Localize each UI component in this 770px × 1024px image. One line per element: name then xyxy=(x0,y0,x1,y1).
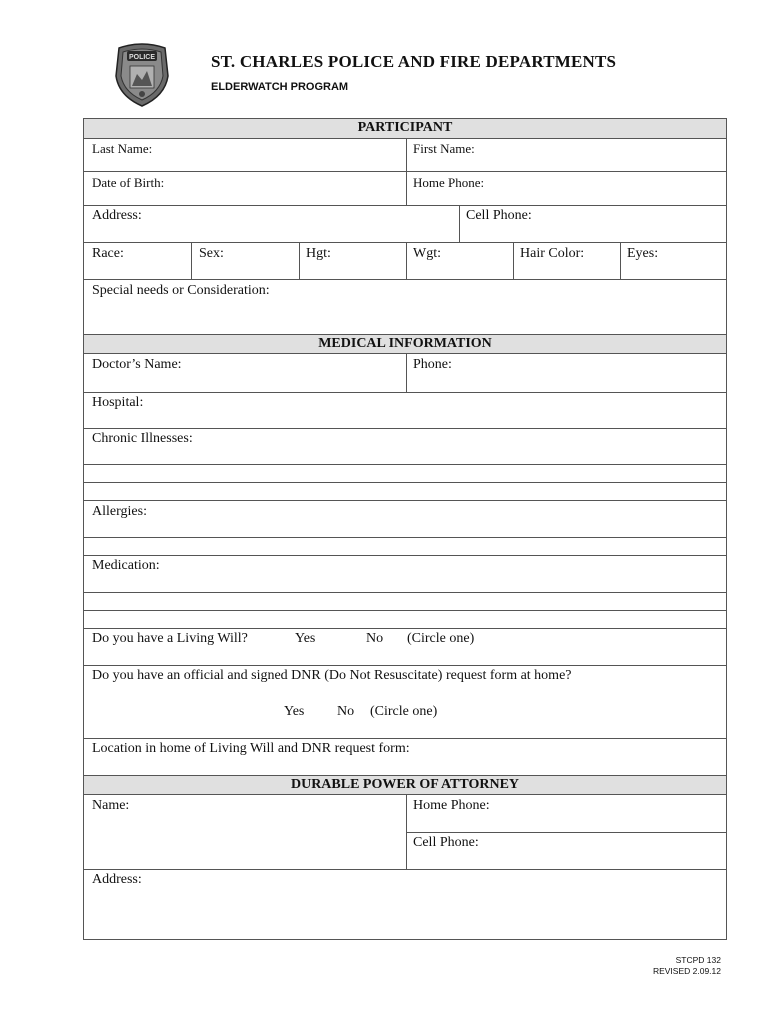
elderwatch-form xyxy=(83,118,727,940)
race-label: Race: xyxy=(92,246,124,261)
doctor-name-label: Doctor’s Name: xyxy=(92,357,182,372)
doctor-phone-label: Phone: xyxy=(413,357,452,372)
date-of-birth-field[interactable] xyxy=(84,171,406,205)
chronic-illnesses-field[interactable] xyxy=(84,428,726,464)
living-will-question: Do you have a Living Will? xyxy=(92,631,248,646)
height-label: Hgt: xyxy=(306,246,331,261)
special-needs-label: Special needs or Consideration: xyxy=(92,283,270,298)
revision-date: REVISED 2.09.12 xyxy=(652,966,721,976)
hair-color-field[interactable] xyxy=(513,242,620,279)
medication-field[interactable] xyxy=(84,555,726,592)
dnr-question: Do you have an official and signed DNR (Do Not Resuscitate) request form at home? xyxy=(92,668,572,683)
eyes-field[interactable] xyxy=(620,242,726,279)
sex-label: Sex: xyxy=(199,246,224,261)
form-footer xyxy=(653,955,721,977)
doctor-name-field[interactable] xyxy=(84,354,406,392)
home-phone-field[interactable] xyxy=(406,171,726,205)
participant-heading: PARTICIPANT xyxy=(84,119,726,139)
weight-label: Wgt: xyxy=(413,246,441,261)
sex-field[interactable] xyxy=(191,242,299,279)
medical-heading: MEDICAL INFORMATION xyxy=(84,335,726,354)
hospital-label: Hospital: xyxy=(92,395,144,410)
page-subtitle: ELDERWATCH PROGRAM xyxy=(211,81,349,93)
last-name-field[interactable] xyxy=(84,138,406,171)
page-title: ST. CHARLES POLICE AND FIRE DEPARTMENTS xyxy=(211,52,617,71)
living-will-no-option[interactable]: No xyxy=(366,631,384,646)
address-field[interactable] xyxy=(84,205,459,242)
form-number: STCPD 132 xyxy=(675,955,721,965)
dnr-no-option[interactable]: No xyxy=(337,704,355,719)
poa-name-label: Name: xyxy=(92,798,130,813)
address-label: Address: xyxy=(92,208,142,223)
poa-name-field[interactable] xyxy=(84,795,406,869)
home-phone-label: Home Phone: xyxy=(413,175,485,190)
date-of-birth-label: Date of Birth: xyxy=(92,175,165,190)
dnr-yes-option[interactable]: Yes xyxy=(284,704,305,719)
police-badge-logo xyxy=(113,42,171,108)
living-will-location-field[interactable] xyxy=(84,738,726,775)
living-will-location-label: Location in home of Living Will and DNR request form: xyxy=(92,741,410,756)
chronic-illnesses-line-3[interactable] xyxy=(84,482,726,500)
special-needs-field[interactable] xyxy=(84,279,726,334)
allergies-line-2[interactable] xyxy=(84,537,726,555)
poa-home-phone-field[interactable] xyxy=(406,795,726,832)
living-will-circle-hint: (Circle one) xyxy=(407,631,475,646)
weight-field[interactable] xyxy=(406,242,513,279)
hair-color-label: Hair Color: xyxy=(520,246,585,261)
race-field[interactable] xyxy=(84,242,191,279)
height-field[interactable] xyxy=(299,242,406,279)
poa-address-field[interactable] xyxy=(84,869,726,939)
poa-cell-phone-label: Cell Phone: xyxy=(413,835,479,850)
first-name-label: First Name: xyxy=(413,141,475,156)
medication-label: Medication: xyxy=(92,558,160,573)
allergies-field[interactable] xyxy=(84,500,726,537)
poa-heading: DURABLE POWER OF ATTORNEY xyxy=(84,776,726,795)
chronic-illnesses-label: Chronic Illnesses: xyxy=(92,431,193,446)
medication-line-2[interactable] xyxy=(84,592,726,610)
eyes-label: Eyes: xyxy=(627,246,659,261)
medication-line-3[interactable] xyxy=(84,610,726,628)
dnr-circle-hint: (Circle one) xyxy=(370,704,438,719)
chronic-illnesses-line-2[interactable] xyxy=(84,464,726,482)
last-name-label: Last Name: xyxy=(92,141,153,156)
living-will-yes-option[interactable]: Yes xyxy=(295,631,316,646)
poa-home-phone-label: Home Phone: xyxy=(413,798,490,813)
hospital-field[interactable] xyxy=(84,392,726,428)
poa-cell-phone-field[interactable] xyxy=(406,832,726,869)
poa-address-label: Address: xyxy=(92,872,142,887)
allergies-label: Allergies: xyxy=(92,504,147,519)
cell-phone-label: Cell Phone: xyxy=(466,208,532,223)
badge-text: POLICE xyxy=(128,54,156,61)
cell-phone-field[interactable] xyxy=(459,205,726,242)
first-name-field[interactable] xyxy=(406,138,726,171)
doctor-phone-field[interactable] xyxy=(406,354,726,392)
